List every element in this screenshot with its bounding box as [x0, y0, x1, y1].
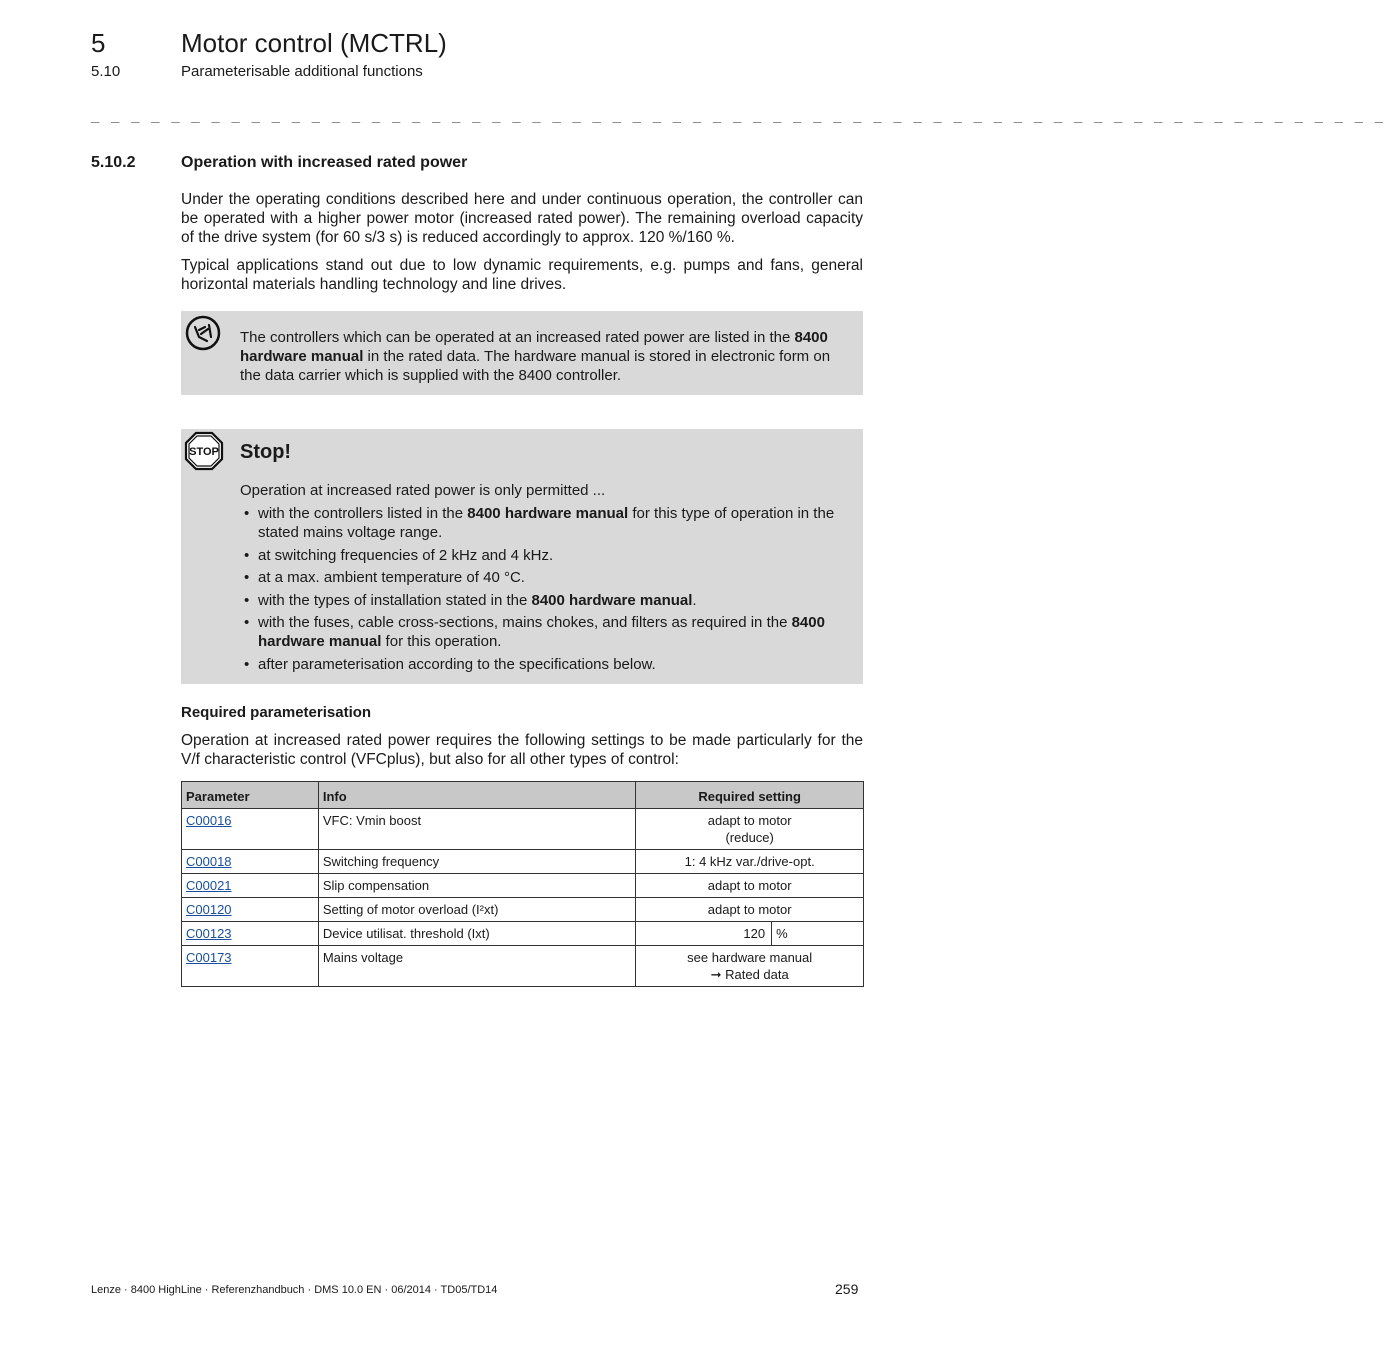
list-item: • with the controllers listed in the 8400 hardware manual for this type of operation in the stated mains voltage range.	[244, 505, 835, 541]
required-parameterisation-heading: Required parameterisation	[181, 704, 372, 721]
list-item: • with the types of installation stated in the 8400 hardware manual.	[244, 591, 697, 609]
list-item: • at switching frequencies of 2 kHz and 4 kHz.	[244, 546, 554, 564]
rated-data-link[interactable]: ➞ Rated data	[710, 967, 789, 982]
subsection-number: 5.10.2	[91, 154, 136, 171]
section-number: 5.10	[91, 63, 121, 80]
table-row	[182, 874, 864, 898]
setting-cell: adapt to motor	[636, 898, 864, 922]
parameter-link[interactable]: C00016	[186, 813, 232, 828]
parameter-link[interactable]: C00123	[186, 926, 232, 941]
page-number: 259	[835, 1281, 859, 1297]
parameter-link[interactable]: C00120	[186, 902, 232, 917]
setting-cell: adapt to motor	[636, 874, 864, 898]
list-item: • at a max. ambient temperature of 40 °C.	[244, 569, 525, 586]
column-header-required-setting: Required setting	[636, 782, 864, 809]
stop-title: Stop!	[240, 441, 292, 463]
column-header-info: Info	[318, 782, 635, 809]
info-cell: VFC: Vmin boost	[318, 809, 635, 850]
table-row	[182, 898, 864, 922]
info-cell: Setting of motor overload (I²xt)	[318, 898, 635, 922]
stop-conditions-list	[240, 504, 850, 677]
stop-intro: Operation at increased rated power is only permitted ...	[240, 482, 606, 499]
parameter-link[interactable]: C00173	[186, 950, 232, 965]
info-cell: Device utilisat. threshold (Ixt)	[318, 922, 635, 946]
footer-document-info: Lenze · 8400 HighLine · Referenzhandbuch · DMS 10.0 EN · 06/2014 · TD05/TD14	[91, 1284, 498, 1296]
note-box	[181, 311, 863, 395]
stop-sign-icon	[185, 432, 223, 470]
list-item: • after parameterisation according to the specifications below.	[244, 655, 656, 673]
parameter-table	[181, 781, 864, 987]
tip-hand-icon	[185, 315, 221, 351]
setting-cell: see hardware manual ➞ Rated data	[636, 946, 864, 987]
stop-icon-text: STOP	[189, 446, 219, 458]
list-item: • with the fuses, cable cross-sections, mains chokes, and filters as required in the 8400 hardware manual for this operation.	[244, 614, 825, 650]
chapter-number: 5	[91, 28, 106, 58]
table-row	[182, 946, 864, 987]
setting-cell: adapt to motor (reduce)	[636, 809, 864, 850]
note-bold: 8400 hardware manual	[240, 329, 828, 365]
stop-warning-box	[181, 429, 863, 684]
note-text: The controllers which can be operated at an increased rated power are listed in the 8400 hardware manual in the rated data. The hardware manual is stored in electronic form on the data carrier which is supplied with the 8400 controller.	[240, 329, 831, 384]
intro-paragraph: Under the operating conditions described here and under continuous operation, the controller can be operated with a higher power motor (increased rated power). The remaining overload capacity of the drive system (for 60 s/3 s) is reduced accordingly to approx. 120 %/160 %.	[181, 191, 863, 246]
unit-cell: %	[772, 922, 864, 946]
requirements-paragraph: Operation at increased rated power requires the following settings to be made particularly for the V/f characteristic control (VFCplus), but also for all other types of control:	[181, 732, 863, 768]
subsection-title: Operation with increased rated power	[181, 154, 468, 171]
info-cell: Switching frequency	[318, 850, 635, 874]
info-cell: Mains voltage	[318, 946, 635, 987]
parameter-link[interactable]: C00021	[186, 878, 232, 893]
chapter-title: Motor control (MCTRL)	[181, 28, 447, 58]
info-cell: Slip compensation	[318, 874, 635, 898]
table-row	[182, 922, 864, 946]
table-row	[182, 809, 864, 850]
header-separator: _ _ _ _ _ _ _ _ _ _ _ _ _ _ _ _ _ _ _ _ _ _ _ _ _ _ _ _ _ _ _ _ _ _ _ _ _ _ _ _ _ _ _ _ _ _ _ _ _ _ _ _ _ _ _ _ _ _ _ _ _ _ _ _ _	[91, 107, 1385, 123]
table-header-row	[182, 782, 864, 809]
parameter-link[interactable]: C00018	[186, 854, 232, 869]
value-cell: 120	[636, 922, 772, 946]
applications-paragraph: Typical applications stand out due to low dynamic requirements, e.g. pumps and fans, general horizontal materials handling technology and line drives.	[181, 257, 863, 293]
setting-cell: 1: 4 kHz var./drive-opt.	[636, 850, 864, 874]
column-header-parameter: Parameter	[182, 782, 319, 809]
section-title: Parameterisable additional functions	[181, 63, 423, 80]
table-row	[182, 850, 864, 874]
